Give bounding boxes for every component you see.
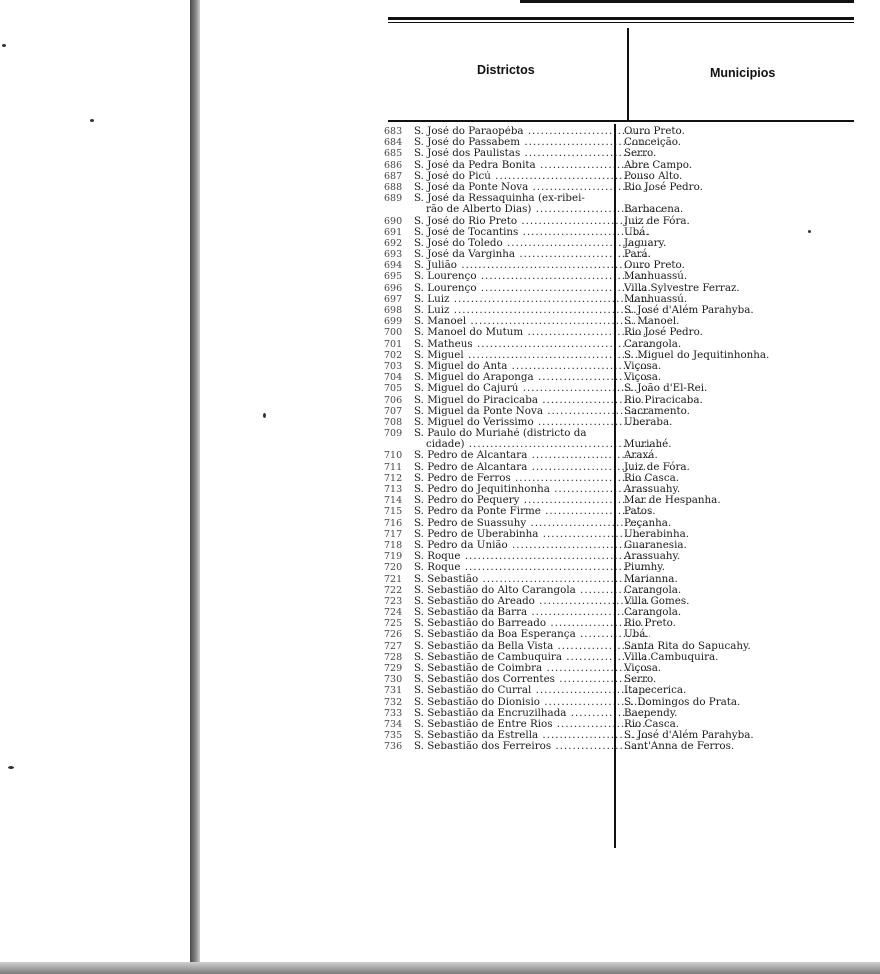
row-number: 716	[384, 517, 403, 529]
municipio-name: Patos.	[624, 505, 656, 518]
district-name: S. José do Paraopéba .....	[414, 126, 650, 137]
district-name: S. Sebastião do Curral .....	[414, 685, 650, 696]
municipio-name: Piumhy.	[624, 561, 665, 574]
row-number: 733	[384, 707, 403, 719]
district-name: S. José do Passabem .....	[414, 137, 650, 148]
municipio-name: Baependy.	[624, 706, 678, 719]
table-row	[384, 204, 874, 215]
row-number: 732	[384, 696, 403, 708]
municipio-name: Rio Preto.	[624, 617, 676, 630]
row-number: 691	[384, 226, 403, 238]
district-name: S. Sebastião do Barreado .....	[414, 618, 650, 629]
district-name: S. Sebastião da Bella Vista .....	[414, 641, 650, 652]
municipio-name: Viçosa.	[624, 662, 662, 674]
municipio-name: Abre Campo.	[624, 158, 692, 171]
table-row	[384, 450, 874, 461]
district-name: S. Miguel do Araponga .....	[414, 372, 650, 383]
municipio-name: S. José d'Além Parahyba.	[624, 304, 754, 316]
district-name: S. Sebastião de Cambuquira .....	[414, 652, 650, 663]
district-name: S. Miguel .....	[414, 350, 650, 361]
district-name: S. Sebastião do Dionisio .....	[414, 697, 650, 708]
table-row	[384, 182, 874, 193]
municipio-name: Serro.	[624, 673, 657, 686]
top-rule	[520, 0, 854, 3]
district-name: S. José da Pedra Bonita .....	[414, 160, 650, 171]
row-number: 692	[384, 237, 403, 249]
district-name: S. José de Tocantins .....	[414, 227, 650, 238]
district-name: S. Pedro de Suassuhy .....	[414, 518, 650, 529]
row-number: 693	[384, 249, 403, 261]
district-name: S. Matheus .....	[414, 339, 650, 350]
row-number: 683	[384, 126, 403, 137]
row-number: 721	[384, 573, 403, 585]
municipio-name: Mar de Hespanha.	[624, 494, 721, 507]
row-number: 694	[384, 260, 403, 272]
district-name: S. José da Ponte Nova .....	[414, 182, 650, 193]
paper-speck	[2, 44, 6, 47]
row-number: 730	[384, 674, 403, 686]
district-name: S. Roque .....	[414, 562, 650, 573]
municipio-name: Serro.	[624, 147, 657, 160]
table-row	[384, 741, 874, 752]
district-name: S. Sebastião da Encruzilhada .....	[414, 708, 650, 719]
row-number: 727	[384, 640, 403, 652]
row-number: 729	[384, 663, 403, 674]
district-name: S. Miguel do Anta .....	[414, 361, 650, 372]
header-column-divider	[627, 28, 629, 120]
table-row	[384, 506, 874, 517]
municipio-name: Sant'Anna de Ferros.	[624, 740, 735, 753]
municipio-name: Santa Rita do Sapucahy.	[624, 639, 751, 652]
row-number: 718	[384, 539, 403, 551]
row-number: 720	[384, 562, 403, 574]
district-name: S. Miguel do Piracicaba .....	[414, 395, 650, 406]
table-row	[384, 395, 874, 406]
municipio-name: Arassuahy.	[624, 483, 681, 495]
district-name: S. Miguel da Ponte Nova .....	[414, 406, 650, 417]
municipio-name: Rio Casca.	[624, 717, 679, 730]
districts-table	[384, 126, 874, 753]
row-number: 724	[384, 607, 403, 619]
district-name: S. Lourenço .....	[414, 283, 650, 294]
district-name: S. José dos Paulistas .....	[414, 148, 650, 159]
row-number: 696	[384, 282, 403, 294]
table-row	[384, 574, 874, 585]
row-number: 707	[384, 405, 403, 417]
table-row	[384, 383, 874, 394]
municipio-name: Itapecerica.	[624, 684, 687, 697]
municipio-name: S. José d'Além Parahyba.	[624, 729, 754, 742]
municipio-name: Manhuassú.	[624, 270, 688, 283]
table-row	[384, 327, 874, 338]
row-number: 706	[384, 394, 403, 406]
row-number: 690	[384, 215, 403, 227]
row-number: 698	[384, 305, 403, 316]
district-name: S. Pedro da União .....	[414, 540, 650, 551]
row-number: 717	[384, 528, 403, 540]
district-name: S. Manoel do Mutum .....	[414, 327, 650, 338]
district-name: S. Pedro de Ferros .....	[414, 473, 650, 484]
municipio-name: Viçosa.	[624, 359, 662, 372]
municipio-name: Juiz de Fóra.	[624, 214, 690, 227]
district-name: S. Pedro de Alcantara .....	[414, 462, 650, 473]
page-bottom-edge	[0, 962, 880, 974]
row-number: 728	[384, 651, 403, 663]
row-number: 735	[384, 730, 403, 742]
row-number: 688	[384, 181, 403, 193]
municipio-name: Ubá.	[624, 628, 649, 641]
municipio-name: S. João d'El-Rei.	[624, 382, 708, 395]
table-row	[384, 629, 874, 640]
table-row	[384, 271, 874, 282]
district-name: rão de Alberto Dias) .....	[426, 204, 662, 215]
districts-column-header: Districtos	[477, 63, 535, 77]
municipio-name: Juiz de Fóra.	[624, 460, 690, 473]
district-name: S. Sebastião de Coimbra .....	[414, 663, 650, 674]
table-row	[384, 216, 874, 227]
district-name: S. Miguel do Cajurú .....	[414, 383, 650, 394]
row-number: 712	[384, 472, 403, 484]
row-number: 699	[384, 316, 403, 328]
row-number: 700	[384, 327, 403, 339]
row-number: 689	[384, 193, 403, 205]
row-number: 702	[384, 349, 403, 361]
municipio-name: Pará.	[624, 248, 651, 261]
row-number: 736	[384, 741, 403, 753]
municipio-name: Ouro Preto.	[624, 259, 685, 272]
row-number: 701	[384, 338, 403, 350]
row-number: 704	[384, 372, 403, 384]
row-number: 697	[384, 293, 403, 305]
district-name: cidade) .....	[426, 439, 662, 450]
table-row	[384, 562, 874, 573]
row-number: 703	[384, 360, 403, 372]
district-name: S. José do Picú .....	[414, 171, 650, 182]
municipio-name: Manhuassú.	[624, 292, 688, 305]
municipio-name: Sacramento.	[624, 404, 690, 417]
table-top-rule	[388, 17, 854, 20]
municipio-name: S. Domingos do Prata.	[624, 695, 741, 708]
row-number: 711	[384, 461, 403, 473]
row-number: 715	[384, 506, 403, 518]
row-number: 695	[384, 271, 403, 283]
district-name: S. Pedro do Pequery .....	[414, 495, 650, 506]
district-name: S. Lourenço .....	[414, 271, 650, 282]
municipio-name: Rio José Pedro.	[624, 180, 703, 193]
row-number: 714	[384, 495, 403, 507]
paper-speck	[90, 119, 94, 122]
municipio-name: Araxá.	[624, 449, 658, 462]
book-spine	[190, 0, 200, 974]
paper-speck	[263, 413, 266, 418]
district-name: S. Paulo do Muriahé (districto da	[414, 428, 587, 440]
municipio-name: Rio Piracicaba.	[624, 393, 703, 406]
row-number: 686	[384, 159, 403, 171]
municipio-name: Villa Cambuquira.	[624, 650, 719, 663]
municipio-name: Jaguary.	[624, 236, 667, 249]
municipio-name: Marianna.	[624, 572, 678, 585]
municipio-name: Rio José Pedro.	[624, 326, 703, 339]
district-name: S. Pedro de Uberabinha .....	[414, 529, 650, 540]
row-number: 710	[384, 450, 403, 462]
district-name: S. Sebastião dos Ferreiros .....	[414, 741, 650, 752]
municipio-name: Carangola.	[624, 583, 682, 596]
district-name: S. Julião .....	[414, 260, 650, 271]
district-name: S. Sebastião da Boa Esperança .....	[414, 629, 650, 640]
municipio-name: Barbacena.	[624, 203, 684, 216]
row-number: 684	[384, 137, 403, 149]
municipio-name: Viçosa.	[624, 371, 662, 384]
header-bottom-rule	[388, 120, 854, 122]
municipio-name: Muriahé.	[624, 438, 672, 451]
municipio-name: Arassuahy.	[624, 550, 681, 563]
district-name: S. Pedro da Ponte Firme .....	[414, 506, 650, 517]
municipio-name: Carangola.	[624, 606, 682, 619]
district-name: S. Sebastião do Areado .....	[414, 596, 650, 607]
row-number: 709	[384, 428, 403, 440]
row-number: 726	[384, 629, 403, 641]
district-name: S. Luiz .....	[414, 294, 650, 305]
municipio-name: Pouso Alto.	[624, 169, 683, 182]
district-name: S. Manoel .....	[414, 316, 650, 327]
row-number: 719	[384, 551, 403, 563]
district-name: S. Miguel do Verissimo .....	[414, 417, 650, 428]
municipios-column-header: Municipios	[710, 66, 776, 80]
district-name: S. Sebastião .....	[414, 574, 650, 585]
district-name: S. José da Varginha .....	[414, 249, 650, 260]
table-top-rule-thin	[388, 22, 854, 23]
municipio-name: Peçanha.	[624, 516, 672, 529]
district-name: S. Roque .....	[414, 551, 650, 562]
municipio-name: S. Miguel do Jequitinhonha.	[624, 348, 770, 361]
municipio-name: Conceição.	[624, 136, 682, 149]
row-number: 685	[384, 148, 403, 160]
municipio-name: Guaranesia.	[624, 538, 687, 551]
district-name: S. José da Ressaquinha (ex-ribei-	[414, 193, 585, 205]
district-name: S. Sebastião da Barra .....	[414, 607, 650, 618]
district-name: S. Sebastião da Estrella .....	[414, 730, 650, 741]
row-number: 708	[384, 416, 403, 428]
row-number: 723	[384, 595, 403, 607]
district-name: S. Sebastião dos Correntes .....	[414, 674, 650, 685]
table-row	[384, 417, 874, 428]
table-row	[384, 148, 874, 159]
row-number: 731	[384, 685, 403, 697]
district-name: S. Sebastião do Alto Carangola .....	[414, 585, 650, 596]
municipio-name: Uberabinha.	[624, 527, 689, 540]
municipio-name: Villa Sylvestre Ferraz.	[624, 281, 740, 294]
paper-speck	[8, 766, 14, 769]
row-number: 734	[384, 718, 403, 730]
municipio-name: Ubá.	[624, 225, 649, 238]
municipio-name: Rio Casca.	[624, 471, 679, 484]
district-name: S. Sebastião de Entre Rios .....	[414, 719, 650, 730]
municipio-name: Carangola.	[624, 337, 682, 350]
row-number: 705	[384, 383, 403, 395]
municipio-name: S. Manoel.	[624, 315, 680, 328]
district-name: S. Pedro de Alcantara .....	[414, 450, 650, 461]
row-number: 722	[384, 584, 403, 596]
municipio-name: Ouro Preto.	[624, 125, 685, 137]
municipio-name: Villa Gomes.	[624, 594, 690, 607]
district-name: S. Luiz .....	[414, 305, 650, 316]
district-name: S. José do Rio Preto .....	[414, 216, 650, 227]
district-name: S. José do Toledo .....	[414, 238, 650, 249]
district-name: S. Pedro do Jequitinhonha .....	[414, 484, 650, 495]
row-number: 725	[384, 618, 403, 630]
municipio-name: Uberaba.	[624, 415, 673, 428]
row-number: 687	[384, 170, 403, 182]
table-row	[384, 685, 874, 696]
row-number: 713	[384, 484, 403, 495]
